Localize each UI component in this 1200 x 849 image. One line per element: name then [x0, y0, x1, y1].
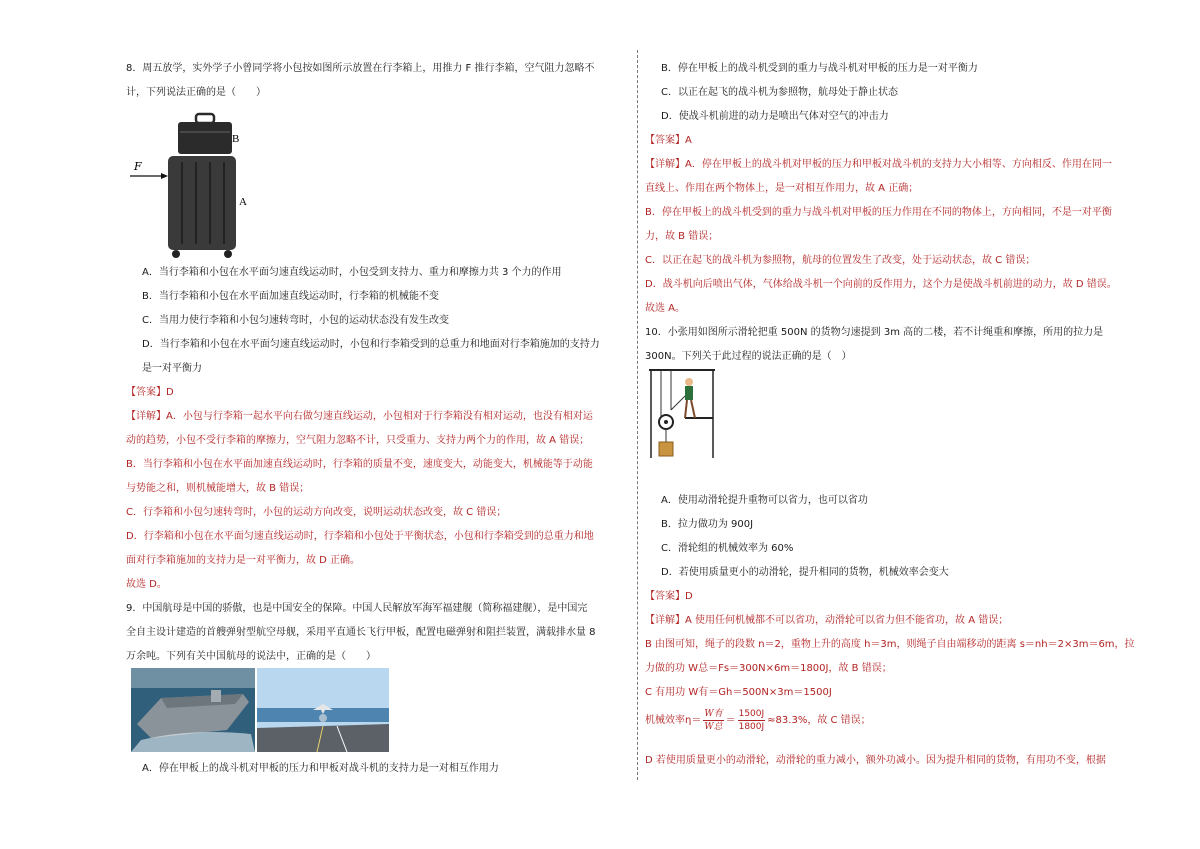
suitcase-a [168, 156, 236, 250]
fighter-takeoff-photo [257, 668, 389, 752]
q10-explanation-3: C 有用功 W有＝Gh＝500N×3m＝1500J [645, 687, 832, 698]
eff-equals: ＝ [725, 714, 736, 726]
q8-option-d-line1: D．当行李箱和小包在水平面匀速直线运动时，小包和行李箱受到的总重力和地面对行李箱施加的支持力 [142, 339, 600, 350]
column-divider [637, 50, 638, 780]
q8-option-d-line2: 是一对平衡力 [142, 363, 202, 374]
q9-option-a: A．停在甲板上的战斗机对甲板的压力和甲板对战斗机的支持力是一对相互作用力 [142, 763, 499, 774]
eff-num-1: W有 [704, 709, 723, 719]
eff-fraction-1 [703, 708, 723, 733]
q9-explanation-2: 直线上、作用在两个物体上，是一对相互作用力，故 A 正确； [645, 183, 919, 194]
eff-prefix: 机械效率η＝ [645, 714, 702, 726]
q8-stem-line1: 8．周五放学，实外学子小曾同学将小包按如图所示放置在行李箱上，用推力 F 推行李箱，空气阻力忽略不 [126, 63, 595, 74]
q10-answer: 【答案】D [645, 591, 693, 602]
q8-explanation-7: 面对行李箱施加的支持力是一对平衡力，故 D 正确。 [126, 555, 361, 566]
q8-option-b: B．当行李箱和小包在水平面加速直线运动时，行李箱的机械能不变 [142, 291, 439, 302]
q9-explanation-6: D．战斗机向后喷出气体，气体给战斗机一个向前的反作用力，这个力是使战斗机前进的动力，故 D 错误。 [645, 279, 1117, 290]
q8-explanation-4: 与势能之和，则机械能增大，故 B 错误； [126, 483, 310, 494]
q9-option-b: B．停在甲板上的战斗机受到的重力与战斗机对甲板的压力是一对平衡力 [661, 63, 978, 74]
q10-explanation-5: D 若使用质量更小的动滑轮，动滑轮的重力减小，额外功减小。因为提升相同的货物，有用功不变，根据 [645, 755, 1106, 766]
q8-explanation-3: B．当行李箱和小包在水平面加速直线运动时，行李箱的质量不变，速度变大，动能变大，机械能等于动能 [126, 459, 593, 470]
q10-explanation-2a: B 由图可知，绳子的段数 n＝2，重物上升的高度 h＝3m，则绳子自由端移动的距离 s＝nh＝2×3m＝6m，拉 [645, 639, 1135, 650]
q10-option-c: C．滑轮组的机械效率为 60% [661, 543, 794, 554]
q8-answer: 【答案】D [126, 387, 174, 398]
q9-conclusion: 故选 A。 [645, 303, 686, 314]
pulley-figure [645, 366, 719, 460]
q8-explanation-6: D．行李箱和小包在水平面匀速直线运动时，行李箱和小包处于平衡状态，小包和行李箱受到的总重力和地 [126, 531, 594, 542]
q10-option-d: D．若使用质量更小的动滑轮，提升相同的货物，机械效率会变大 [661, 567, 949, 578]
q10-option-a: A．使用动滑轮提升重物可以省力，也可以省功 [661, 495, 868, 506]
q10-stem-line2: 300N。下列关于此过程的说法正确的是（ ） [645, 351, 852, 362]
q9-explanation-4: 力，故 B 错误； [645, 231, 719, 242]
q10-explanation-1: 【详解】A 使用任何机械都不可以省功，动滑轮可以省力但不能省功，故 A 错误； [645, 615, 1009, 626]
q8-option-c: C．当用力使行李箱和小包匀速转弯时，小包的运动状态没有发生改变 [142, 315, 449, 326]
q9-explanation-3: B．停在甲板上的战斗机受到的重力与战斗机对甲板的压力作用在不同的物体上，方向相同，不是一对平衡 [645, 207, 1112, 218]
small-bag-b [178, 122, 232, 154]
q8-option-a: A．当行李箱和小包在水平面匀速直线运动时，小包受到支持力、重力和摩擦力共 3 个力的作用 [142, 267, 562, 278]
eff-suffix: ≈83.3%，故 C 错误； [767, 714, 871, 726]
eff-num-2: 1500J [738, 709, 765, 719]
q8-explanation-1: 【详解】A．小包与行李箱一起水平向右做匀速直线运动，小包相对于行李箱没有相对运动，也没有相对运 [126, 411, 593, 422]
cargo-box [659, 442, 673, 456]
eff-den-1: W总 [704, 722, 723, 732]
q8-stem-line2: 计，下列说法正确的是（ ） [126, 87, 266, 98]
q9-explanation-5: C．以正在起飞的战斗机为参照物，航母的位置发生了改变，处于运动状态，故 C 错误； [645, 255, 1036, 266]
q9-stem-line1: 9．中国航母是中国的骄傲，也是中国安全的保障。中国人民解放军海军福建舰（简称福建舰），是中国完 [126, 603, 588, 614]
q8-explanation-5: C．行李箱和小包匀速转弯时，小包的运动方向改变，说明运动状态改变，故 C 错误； [126, 507, 507, 518]
q9-stem-line2: 全自主设计建造的首艘弹射型航空母舰，采用平直通长飞行甲板，配置电磁弹射和阻拦装置，满载排水量 8 [126, 627, 596, 638]
q10-option-b: B．拉力做功为 900J [661, 519, 754, 530]
q8-conclusion: 故选 D。 [126, 579, 167, 590]
q10-stem-line1: 10．小张用如图所示滑轮把重 500N 的货物匀速提到 3m 高的二楼，若不计绳重和摩擦，所用的拉力是 [645, 327, 1104, 338]
label-b: B [232, 133, 240, 145]
q9-answer: 【答案】A [645, 135, 692, 146]
efficiency-formula [645, 708, 871, 733]
q9-option-d: D．使战斗机前进的动力是喷出气体对空气的冲击力 [661, 111, 889, 122]
q9-option-c: C．以正在起飞的战斗机为参照物，航母处于静止状态 [661, 87, 898, 98]
suitcase-figure [126, 110, 256, 260]
eff-den-2: 1800J [738, 722, 765, 732]
force-label-f: F [134, 160, 142, 173]
q8-explanation-2: 动的趋势，小包不受行李箱的摩擦力，空气阻力忽略不计，只受重力、支持力两个力的作用，故 A 错误； [126, 435, 590, 446]
eff-fraction-2 [738, 708, 766, 733]
aircraft-carrier-photo [131, 668, 255, 752]
q10-explanation-2b: 力做的功 W总＝Fs＝300N×6m＝1800J，故 B 错误； [645, 663, 892, 674]
q9-explanation-1: 【详解】A．停在甲板上的战斗机对甲板的压力和甲板对战斗机的支持力大小相等、方向相反、作用在同一 [645, 159, 1112, 170]
q9-stem-line3: 万余吨。下列有关中国航母的说法中，正确的是（ ） [126, 651, 376, 662]
label-a: A [239, 196, 247, 208]
